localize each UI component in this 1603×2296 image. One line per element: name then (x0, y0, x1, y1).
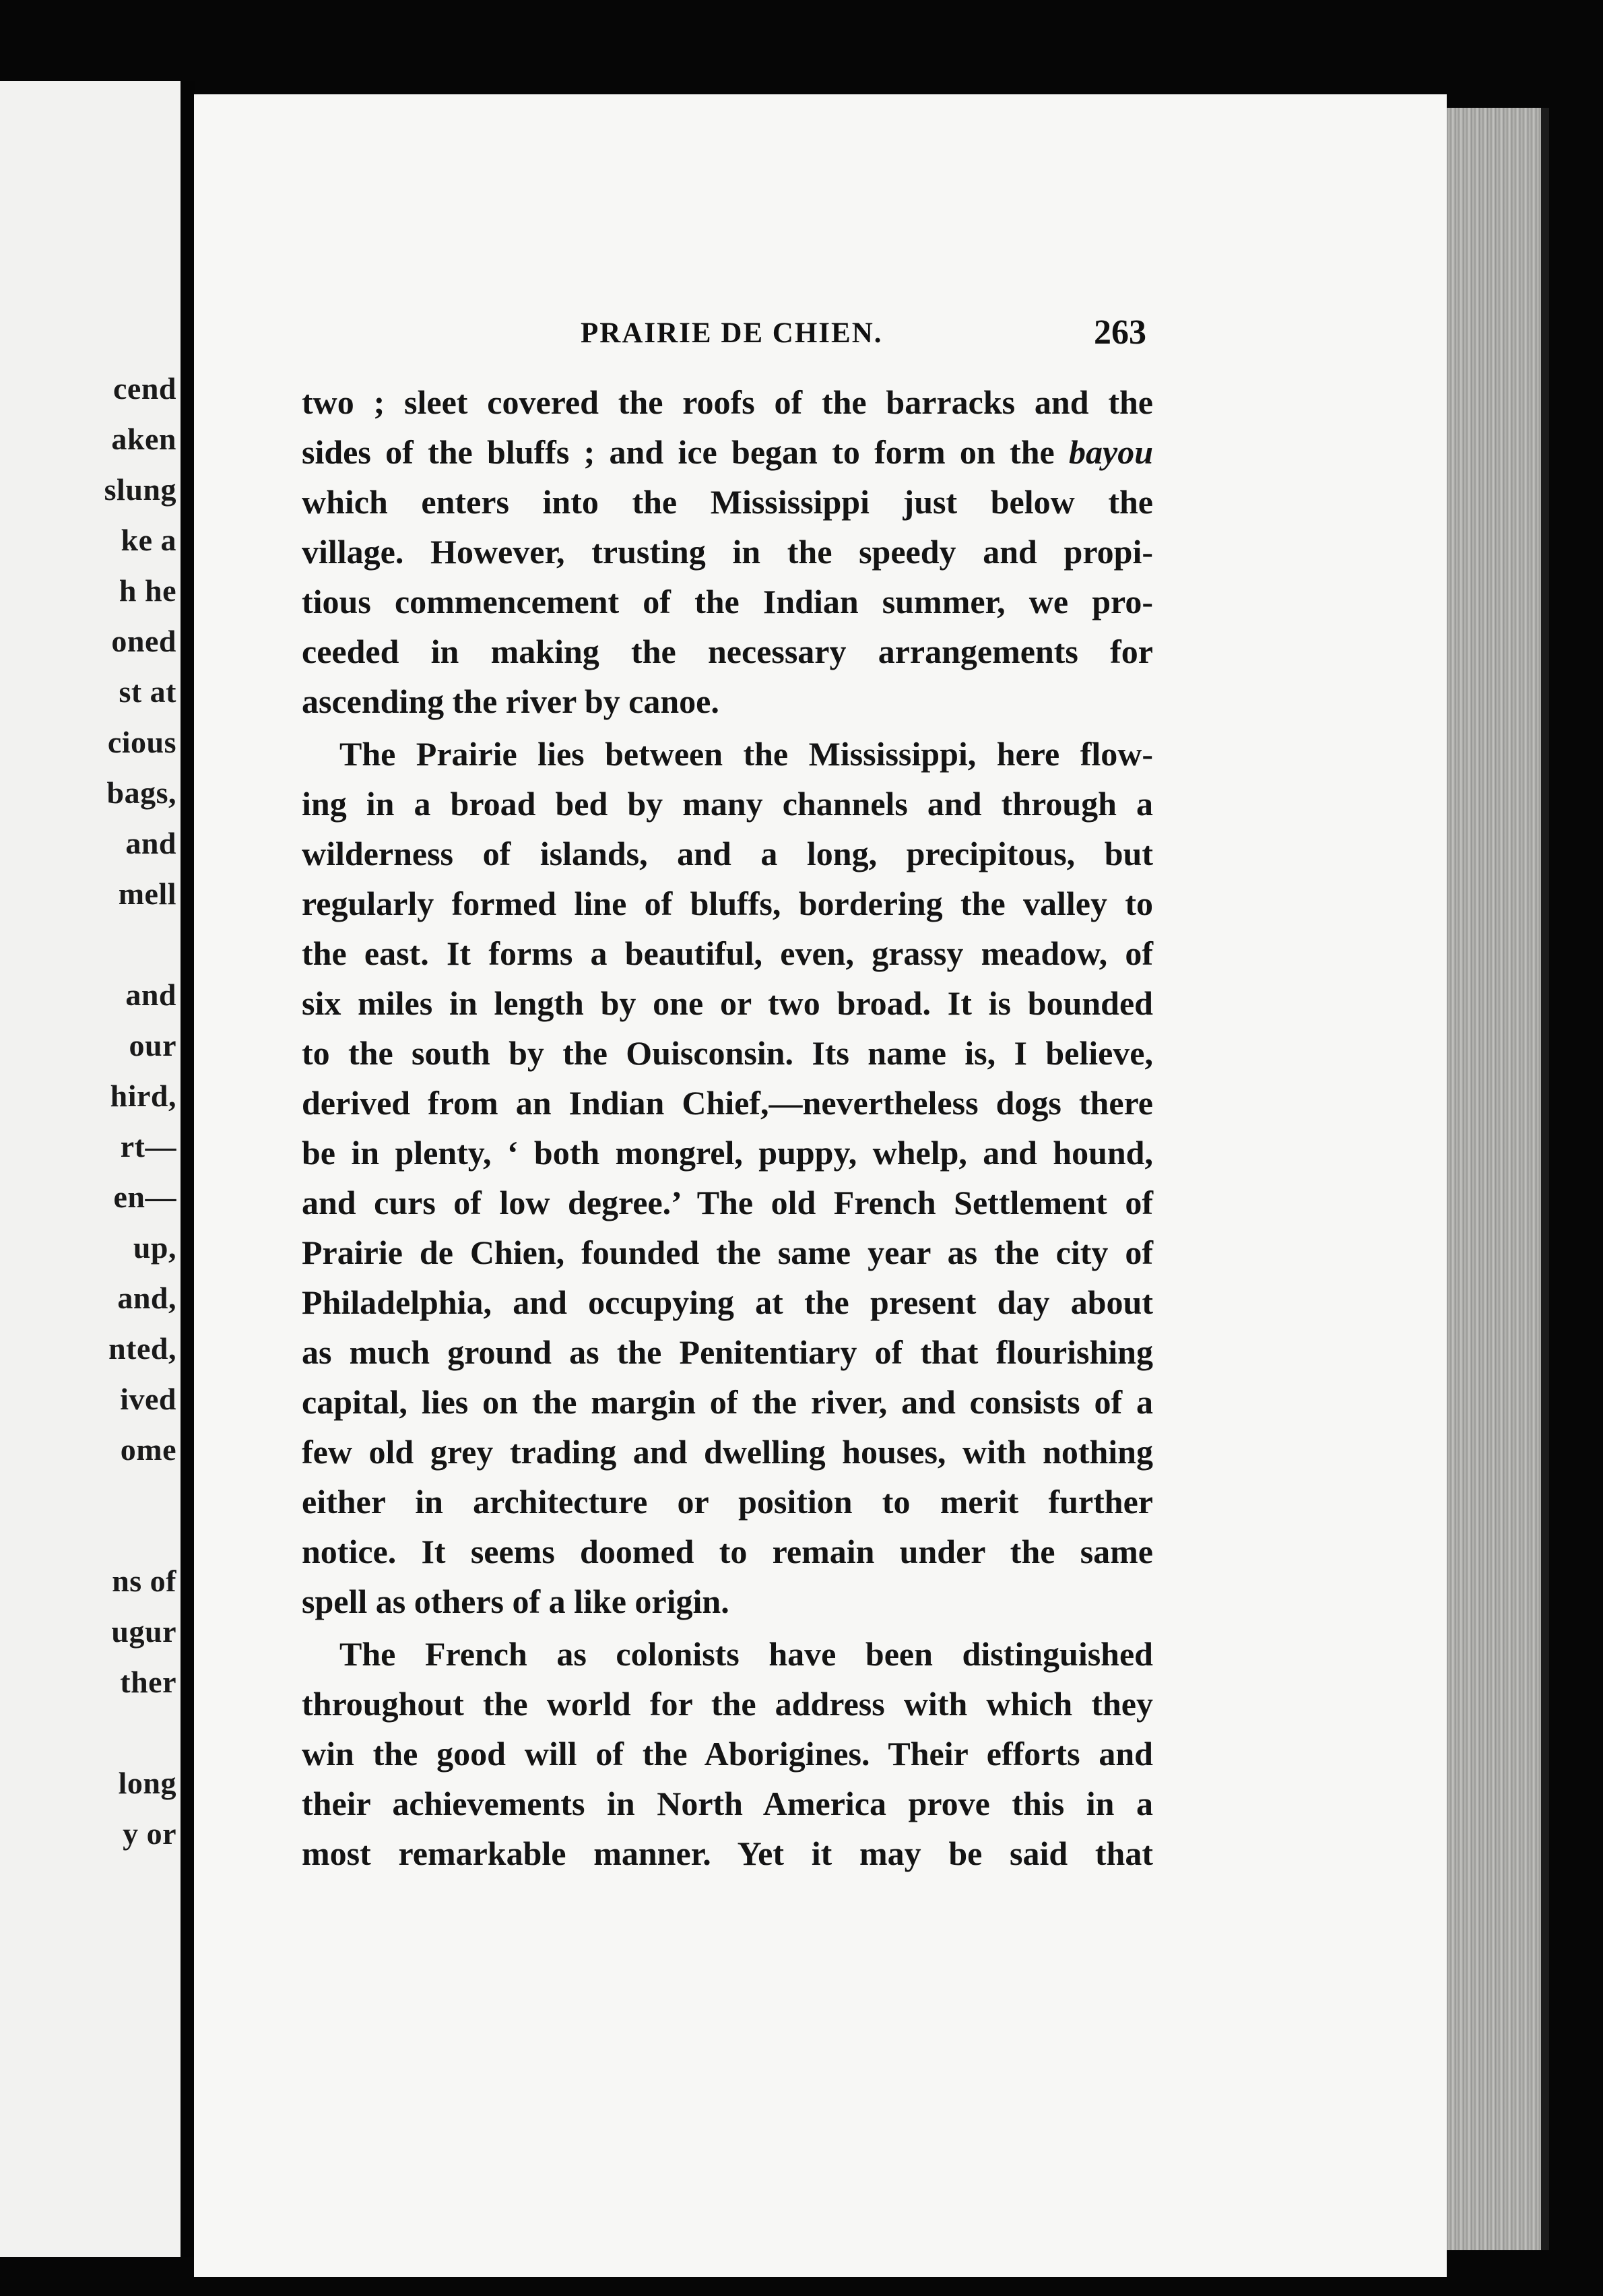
left-line: rt— (120, 1129, 176, 1163)
text-line: and curs of low degree.’ The old French Settlement of (302, 1184, 1153, 1221)
left-line: oned (111, 624, 176, 658)
text-line: village. However, trusting in the speedy and propi- (302, 533, 1153, 571)
text-line: ing in a broad bed by many channels and through a (302, 785, 1153, 823)
left-line: and (125, 978, 176, 1012)
text-line: ascending the river by canoe. (302, 682, 719, 720)
left-line: and (125, 826, 176, 860)
left-line: hird, (110, 1079, 176, 1113)
text-line: which enters into the Mississippi just below the (302, 483, 1153, 521)
text-line: two ; sleet covered the roofs of the barracks and the (302, 383, 1153, 421)
text-line: Philadelphia, and occupying at the present day about (302, 1283, 1153, 1321)
left-line: ome (120, 1432, 176, 1467)
left-line: aken (111, 422, 176, 456)
left-line: ugur (111, 1614, 176, 1649)
text-line (302, 427, 1153, 477)
text-line: be in plenty, ‘ both mongrel, puppy, whelp, and hound, (302, 1134, 1153, 1172)
text-line: derived from an Indian Chief,—nevertheless dogs there (302, 1084, 1153, 1122)
left-line: cend (113, 371, 176, 406)
left-line: h he (119, 573, 176, 608)
left-line: ived (120, 1382, 176, 1416)
text-line: few old grey trading and dwelling houses, with nothing (302, 1433, 1153, 1471)
text-line: The Prairie lies between the Mississippi, here flow- (339, 735, 1153, 773)
left-line: slung (104, 472, 176, 507)
italic-word: bayou (1069, 433, 1154, 471)
text-line: the east. It forms a beautiful, even, grassy meadow, of (302, 934, 1153, 972)
left-line: our (129, 1028, 176, 1062)
left-line: mell (118, 876, 176, 911)
text-line: spell as others of a like origin. (302, 1583, 729, 1620)
text-line: throughout the world for the address with which they (302, 1685, 1153, 1723)
left-line: en— (113, 1180, 176, 1214)
page-edges (1447, 108, 1541, 2250)
text-line: regularly formed line of bluffs, bordering the valley to (302, 885, 1153, 922)
left-line: y or (123, 1816, 176, 1851)
text-line: wilderness of islands, and a long, precipitous, but (302, 835, 1153, 872)
text-line: ceeded in making the necessary arrangements for (302, 633, 1153, 670)
page-number: 263 (1094, 313, 1146, 352)
left-line: ke a (121, 523, 176, 557)
left-line: up, (133, 1230, 176, 1265)
left-line: nted, (108, 1331, 176, 1366)
left-line: ns of (112, 1564, 176, 1598)
left-page-fragment (0, 81, 181, 2257)
page-263 (194, 94, 1447, 2277)
text-line: capital, lies on the margin of the river, and consists of a (302, 1383, 1153, 1421)
text-line: as much ground as the Penitentiary of that flourishing (302, 1333, 1153, 1371)
text-line: notice. It seems doomed to remain under the same (302, 1533, 1153, 1570)
text-span: sides of the bluffs ; and ice began to form on the (302, 433, 1055, 471)
text-line: six miles in length by one or two broad. It is bounded (302, 984, 1153, 1022)
text-line: most remarkable manner. Yet it may be said that (302, 1835, 1153, 1872)
text-line: either in architecture or position to merit further (302, 1483, 1153, 1521)
page-title: PRAIRIE DE CHIEN. (581, 317, 883, 349)
left-line: ther (120, 1665, 176, 1699)
running-head (194, 313, 1146, 364)
left-line: st at (119, 674, 176, 709)
text-line: their achievements in North America prove this in a (302, 1785, 1153, 1822)
text-line: tious commencement of the Indian summer, we pro- (302, 583, 1153, 620)
left-line: bags, (106, 775, 176, 810)
left-line: and, (117, 1281, 176, 1315)
page-edge-shadow (1541, 108, 1549, 2250)
text-line: win the good will of the Aborigines. Their efforts and (302, 1735, 1153, 1773)
left-line: long (118, 1766, 176, 1800)
text-line: The French as colonists have been distinguished (339, 1635, 1153, 1673)
text-line: Prairie de Chien, founded the same year as the city of (302, 1234, 1153, 1271)
left-line: cious (107, 725, 176, 759)
text-line: to the south by the Ouisconsin. Its name is, I believe, (302, 1034, 1153, 1072)
book-gutter (181, 81, 195, 2257)
